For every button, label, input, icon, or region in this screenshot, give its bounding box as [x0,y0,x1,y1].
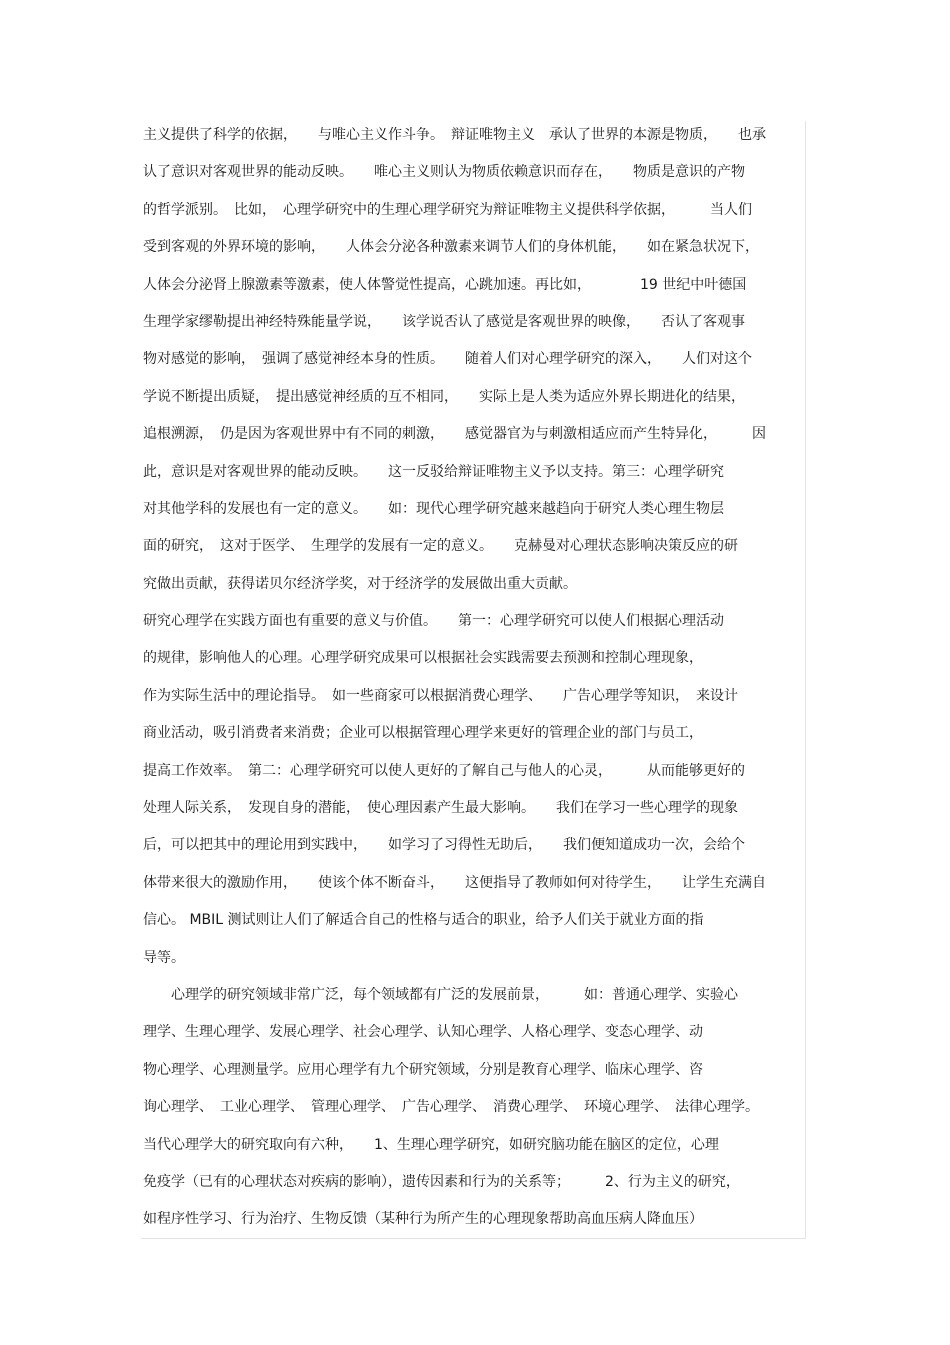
text-line: 体带来很大的激励作用， 使该个体不断奋斗， 这便指导了教师如何对待学生， 让学生充满自 [143,874,766,891]
text-line: 如程序性学习、行为治疗、生物反馈（某种行为所产生的心理现象帮助高血压病人降血压） [143,1211,703,1228]
text-line: 免疫学（已有的心理状态对疾病的影响），遗传因素和行为的关系等； 2、行为主义的研究， [143,1173,740,1190]
text-line: 当代心理学大的研究取向有六种， 1、生理心理学研究，如研究脑功能在脑区的定位，心理 [143,1136,719,1153]
text-line: 受到客观的外界环境的影响， 人体会分泌各种激素来调节人们的身体机能， 如在紧急状况下， [143,239,759,256]
text-line: 对其他学科的发展也有一定的意义。 如：现代心理学研究越来越趋向于研究人类心理生物层 [143,500,724,517]
text-line: 认了意识对客观世界的能动反映。 唯心主义则认为物质依赖意识而存在， 物质是意识的产物 [143,164,745,181]
text-line: 主义提供了科学的依据， 与唯心主义作斗争。 辩证唯物主义 承认了世界的本源是物质， 也承 [143,127,766,143]
text-line: 生理学家缪勒提出神经特殊能量学说， 该学说否认了感觉是客观世界的映像， 否认了客观事 [143,313,745,330]
body-text [143,120,808,1242]
text-line: 物对感觉的影响， 强调了感觉神经本身的性质。 随着人们对心理学研究的深入， 人们对这个 [143,351,752,368]
text-line: 理学、生理心理学、发展心理学、社会心理学、认知心理学、人格心理学、变态心理学、动 [143,1024,703,1041]
text-line: 导等。 [143,949,185,966]
text-line: 心理学的研究领域非常广泛，每个领域都有广泛的发展前景， 如：普通心理学、实验心 [143,986,738,1003]
text-line: 询心理学、 工业心理学、 管理心理学、 广告心理学、 消费心理学、 环境心理学、 法律心理学。 [143,1099,759,1116]
text-line: 此，意识是对客观世界的能动反映。 这一反驳给辩证唯物主义予以支持。第三：心理学研究 [143,463,724,480]
text-line: 物心理学、心理测量学。应用心理学有九个研究领域，分别是教育心理学、临床心理学、咨 [143,1061,703,1078]
text-line: 商业活动，吸引消费者来消费；企业可以根据管理心理学来更好的管理企业的部门与员工， [143,725,703,742]
text-line: 究做出贡献，获得诺贝尔经济学奖，对于经济学的发展做出重大贡献。 [143,575,577,592]
text-line: 面的研究， 这对于医学、 生理学的发展有一定的意义。 克赫曼对心理状态影响决策反应的研 [143,538,738,555]
text-line: 追根溯源， 仍是因为客观世界中有不同的刺激， 感觉器官为与刺激相适应而产生特异化， 因 [143,426,766,443]
text-line: 学说不断提出质疑， 提出感觉神经质的互不相同， 实际上是人类为适应外界长期进化的结果， [143,388,745,405]
text-line: 的规律，影响他人的心理。心理学研究成果可以根据社会实践需要去预测和控制心理现象， [143,650,703,667]
text-line: 人体会分泌肾上腺激素等激素，使人体警觉性提高，心跳加速。再比如， 19 世纪中叶德国 [143,276,747,293]
text-line: 的哲学派别。 比如， 心理学研究中的生理心理学研究为辩证唯物主义提供科学依据， 当人们 [143,201,752,218]
text-line: 提高工作效率。 第二：心理学研究可以使人更好的了解自己与他人的心灵， 从而能够更好的 [143,762,745,779]
text-line: 作为实际生活中的理论指导。 如一些商家可以根据消费心理学、 广告心理学等知识， 来设计 [143,687,738,704]
text-line: 信心。 MBIL 测试则让人们了解适合自己的性格与适合的职业，给予人们关于就业方面的指 [143,912,704,929]
text-line: 研究心理学在实践方面也有重要的意义与价值。 第一：心理学研究可以使人们根据心理活动 [143,613,724,630]
text-line: 处理人际关系， 发现自身的潜能， 使心理因素产生最大影响。 我们在学习一些心理学的现象 [143,800,738,817]
text-line: 后，可以把其中的理论用到实践中， 如学习了习得性无助后， 我们便知道成功一次，会给个 [143,837,745,854]
